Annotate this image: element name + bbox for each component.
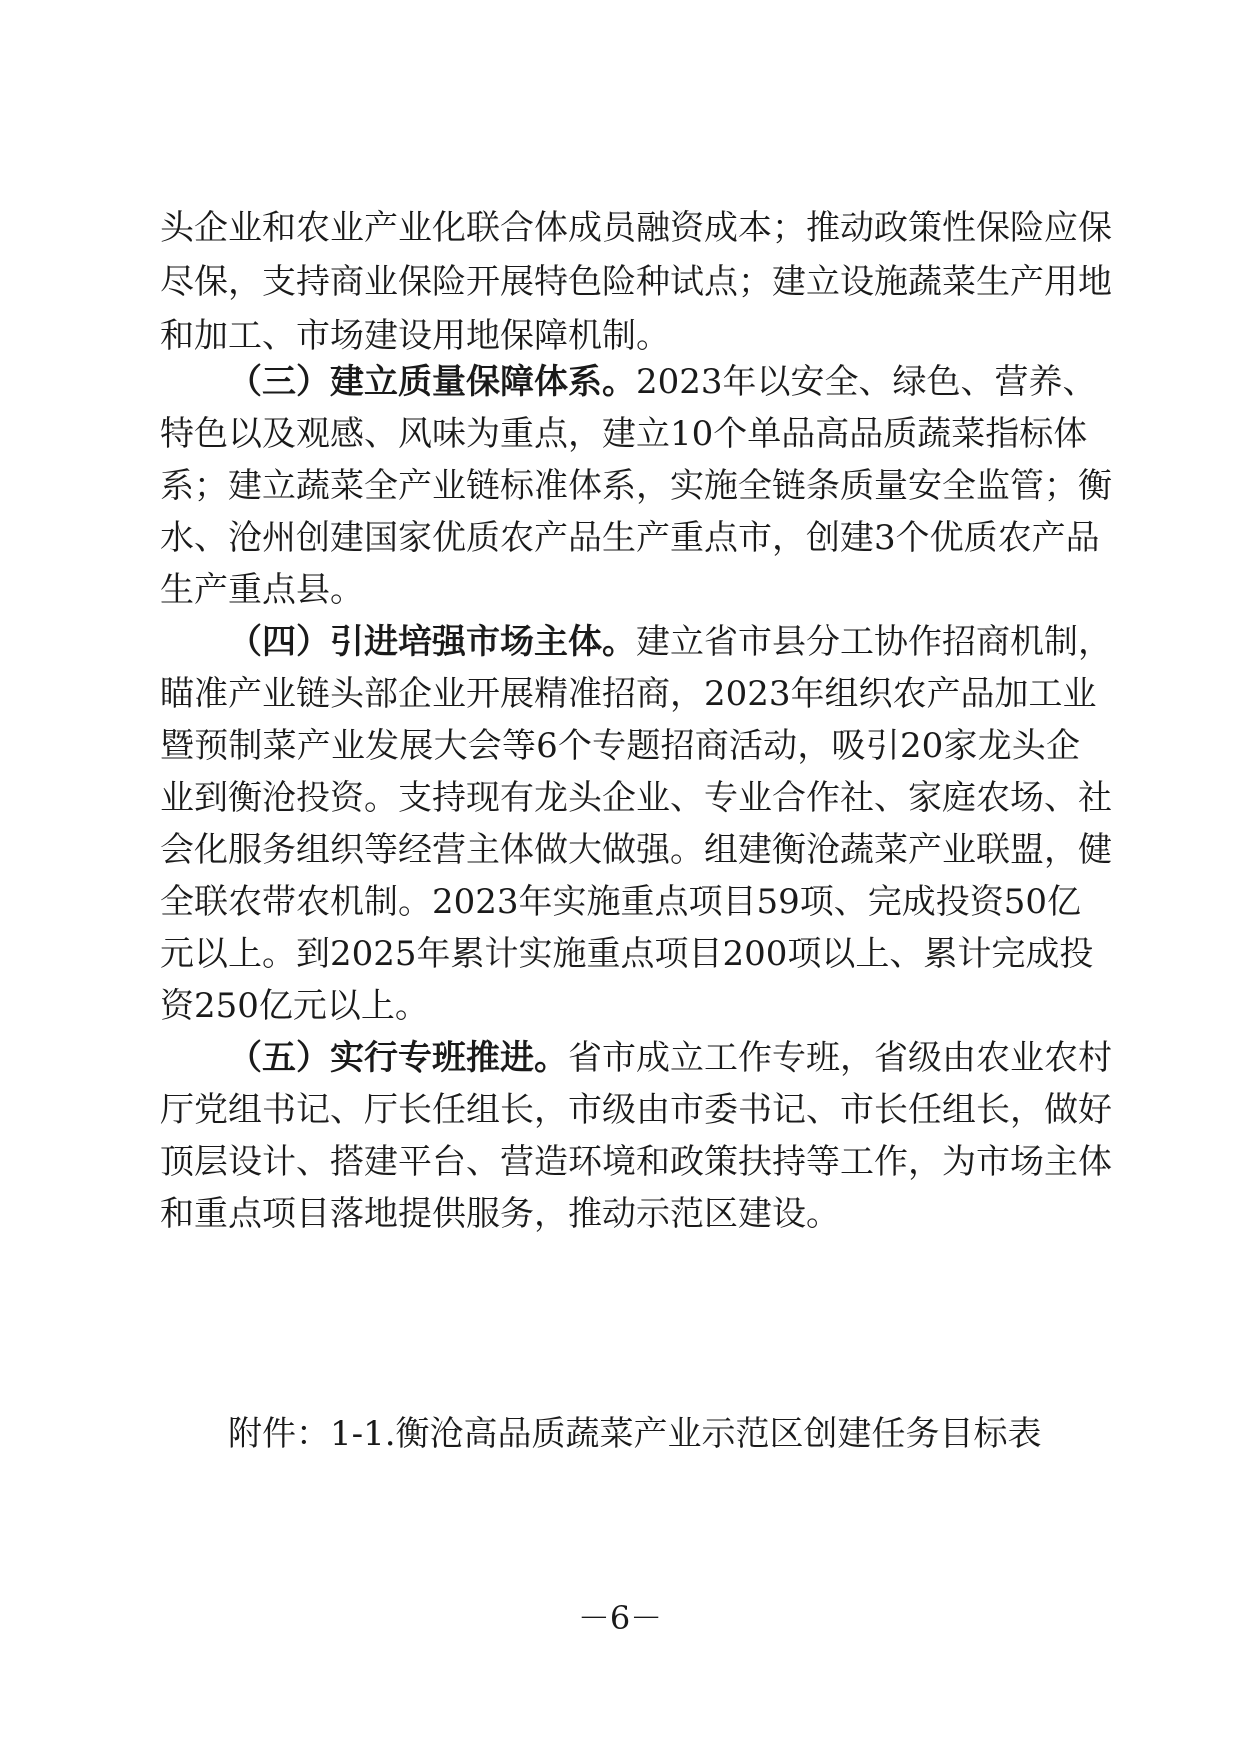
section-5-text: 省市成立工作专班，省级由农业农村	[568, 1038, 1112, 1078]
text-line: 和重点项目落地提供服务，推动示范区建设。	[160, 1194, 840, 1234]
text-line: 厅党组书记、厅长任组长，市级由市委书记、市长任组长，做好	[160, 1090, 1112, 1130]
text-line: 生产重点县。	[160, 570, 364, 610]
text-line: 头企业和农业产业化联合体成员融资成本；推动政策性保险应保	[160, 208, 1112, 248]
section-3-first-line	[228, 362, 1097, 402]
attachment-note: 附件：1-1.衡沧高品质蔬菜产业示范区创建任务目标表	[228, 1414, 1042, 1454]
section-4-first-line	[228, 622, 1112, 662]
section-5-first-line	[228, 1038, 1112, 1078]
section-4-text: 建立省市县分工协作招商机制，	[636, 622, 1112, 662]
text-line: 特色以及观感、风味为重点，建立10个单品高品质蔬菜指标体	[160, 414, 1088, 454]
text-line: 资250亿元以上。	[160, 986, 429, 1026]
section-4-heading: （四）引进培强市场主体。	[228, 622, 636, 662]
text-line: 全联农带农机制。2023年实施重点项目59项、完成投资50亿	[160, 882, 1082, 922]
page-number: －6－	[577, 1599, 663, 1637]
text-line: 暨预制菜产业发展大会等6个专题招商活动，吸引20家龙头企	[160, 726, 1080, 766]
section-3-text: 2023年以安全、绿色、营养、	[636, 362, 1097, 402]
section-5-heading: （五）实行专班推进。	[228, 1038, 568, 1078]
text-line: 会化服务组织等经营主体做大做强。组建衡沧蔬菜产业联盟，健	[160, 830, 1112, 870]
text-line: 和加工、市场建设用地保障机制。	[160, 316, 670, 356]
text-line: 业到衡沧投资。支持现有龙头企业、专业合作社、家庭农场、社	[160, 778, 1112, 818]
text-line: 水、沧州创建国家优质农产品生产重点市，创建3个优质农产品	[160, 518, 1100, 558]
text-line: 尽保，支持商业保险开展特色险种试点；建立设施蔬菜生产用地	[160, 262, 1112, 302]
text-line: 顶层设计、搭建平台、营造环境和政策扶持等工作，为市场主体	[160, 1142, 1112, 1182]
text-line: 瞄准产业链头部企业开展精准招商，2023年组织农产品加工业	[160, 674, 1097, 714]
section-3-heading: （三）建立质量保障体系。	[228, 362, 636, 402]
text-line: 系；建立蔬菜全产业链标准体系，实施全链条质量安全监管；衡	[160, 466, 1112, 506]
text-line: 元以上。到2025年累计实施重点项目200项以上、累计完成投	[160, 934, 1094, 974]
